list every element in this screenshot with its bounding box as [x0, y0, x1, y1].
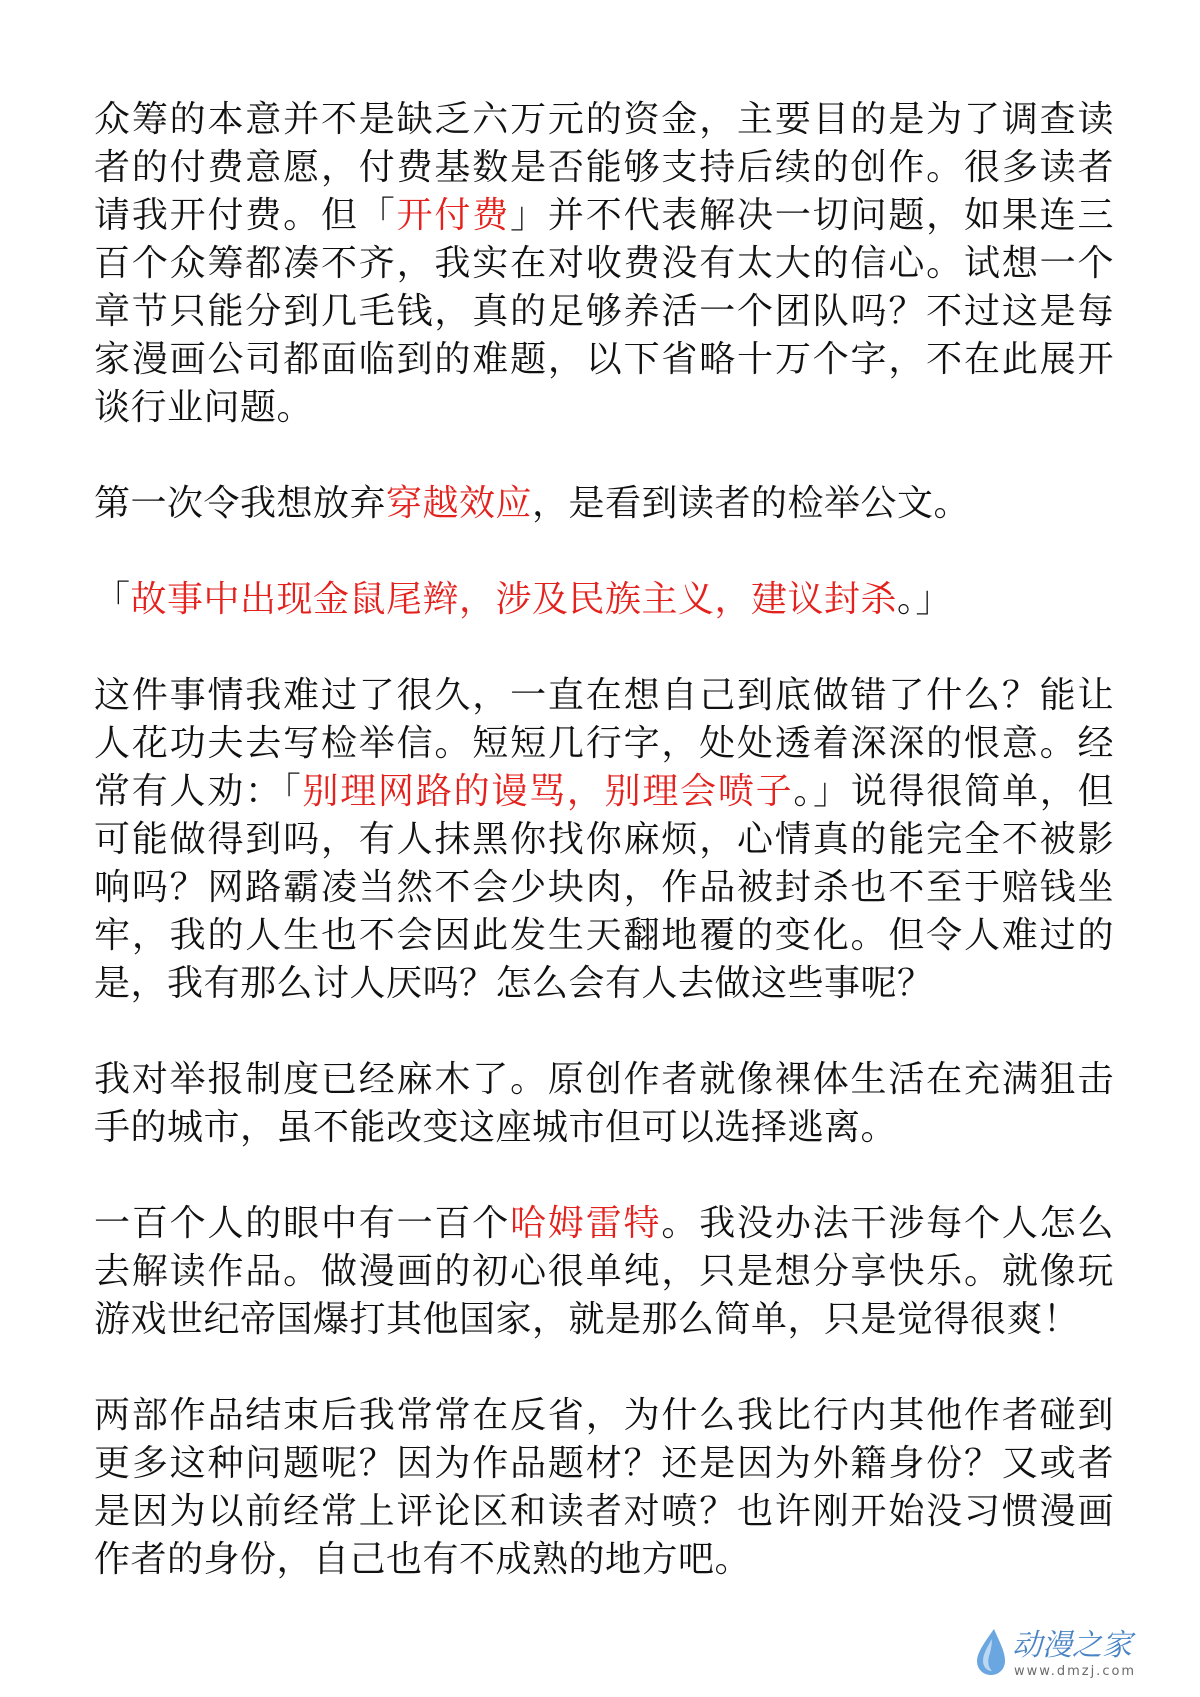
paragraph-sadness: [94, 672, 1114, 1008]
paragraph-segment: 众筹的本意并不是缺乏六万元的资金，主要目的是为了调查读者的付费意愿，付费基数是否能够支持后续的创作。很多读者请我开付费。但「: [94, 99, 1114, 236]
paragraph-segment: 这件事情我难过了很久，一直在想自己到底做错了什么？能让人花功夫去写检举信。短短几行字，处处透着深深的恨意。经常有人劝：「: [94, 675, 1114, 812]
water-drop-logo-icon: [974, 1627, 1008, 1677]
paragraph-segment: 。」: [897, 579, 953, 620]
paragraph-reflection: [94, 1392, 1114, 1584]
paragraph-segment: 。我没办法干涉每个人怎么去解读作品。做漫画的初心很单纯，只是想分享快乐。就像玩游戏世纪帝国爆打其他国家，就是那么简单，只是觉得很爽！: [94, 1203, 1114, 1340]
paragraph-report-quote: [94, 576, 1114, 624]
highlight-text: 哈姆雷特: [510, 1203, 662, 1244]
highlight-text: 穿越效应: [386, 483, 533, 524]
paragraph-segment: 。」说得很简单，但可能做得到吗，有人抹黑你找你麻烦，心情真的能完全不被影响吗？网路霸凌当然不会少块肉，作品被封杀也不至于赔钱坐牢，我的人生也不会因此发生天翻地覆的变化。但令人难过的是，我有那么讨人厌吗？怎么会有人去做这些事呢？: [94, 771, 1114, 1004]
article-body: [94, 96, 1114, 1632]
paragraph-hamlet: [94, 1200, 1114, 1344]
watermark: [974, 1623, 1174, 1683]
watermark-url: www.dmzj.com: [1014, 1664, 1137, 1679]
paragraph-numb: [94, 1056, 1114, 1152]
highlight-text: 别理网路的谩骂，别理会喷子: [302, 771, 794, 812]
paragraph-segment: 一百个人的眼中有一百个: [94, 1203, 511, 1244]
highlight-text: 故事中出现金鼠尾辫，涉及民族主义，建议封杀: [130, 579, 898, 620]
paragraph-first-time: [94, 480, 1114, 528]
paragraph-segment: 我对举报制度已经麻木了。原创作者就像裸体生活在充满狙击手的城市，虽不能改变这座城市但可以选择逃离。: [94, 1059, 1114, 1148]
paragraph-crowdfunding: [94, 96, 1114, 432]
watermark-name: 动漫之家: [1012, 1628, 1132, 1663]
paragraph-segment: 」并不代表解决一切问题，如果连三百个众筹都凑不齐，我实在对收费没有太大的信心。试想一个章节只能分到几毛钱，真的足够养活一个团队吗？不过这是每家漫画公司都面临到的难题，以下省略十万个字，不在此展开谈行业问题。: [94, 195, 1114, 428]
highlight-text: 开付费: [396, 195, 511, 236]
paragraph-segment: ，是看到读者的检举公文。: [532, 483, 971, 524]
paragraph-segment: 「: [94, 579, 131, 620]
paragraph-segment: 两部作品结束后我常常在反省，为什么我比行内其他作者碰到更多这种问题呢？因为作品题材？还是因为外籍身份？又或者是因为以前经常上评论区和读者对喷？也许刚开始没习惯漫画作者的身份，自己也有不成熟的地方吧。: [94, 1395, 1114, 1580]
paragraph-segment: 第一次令我想放弃: [94, 483, 387, 524]
